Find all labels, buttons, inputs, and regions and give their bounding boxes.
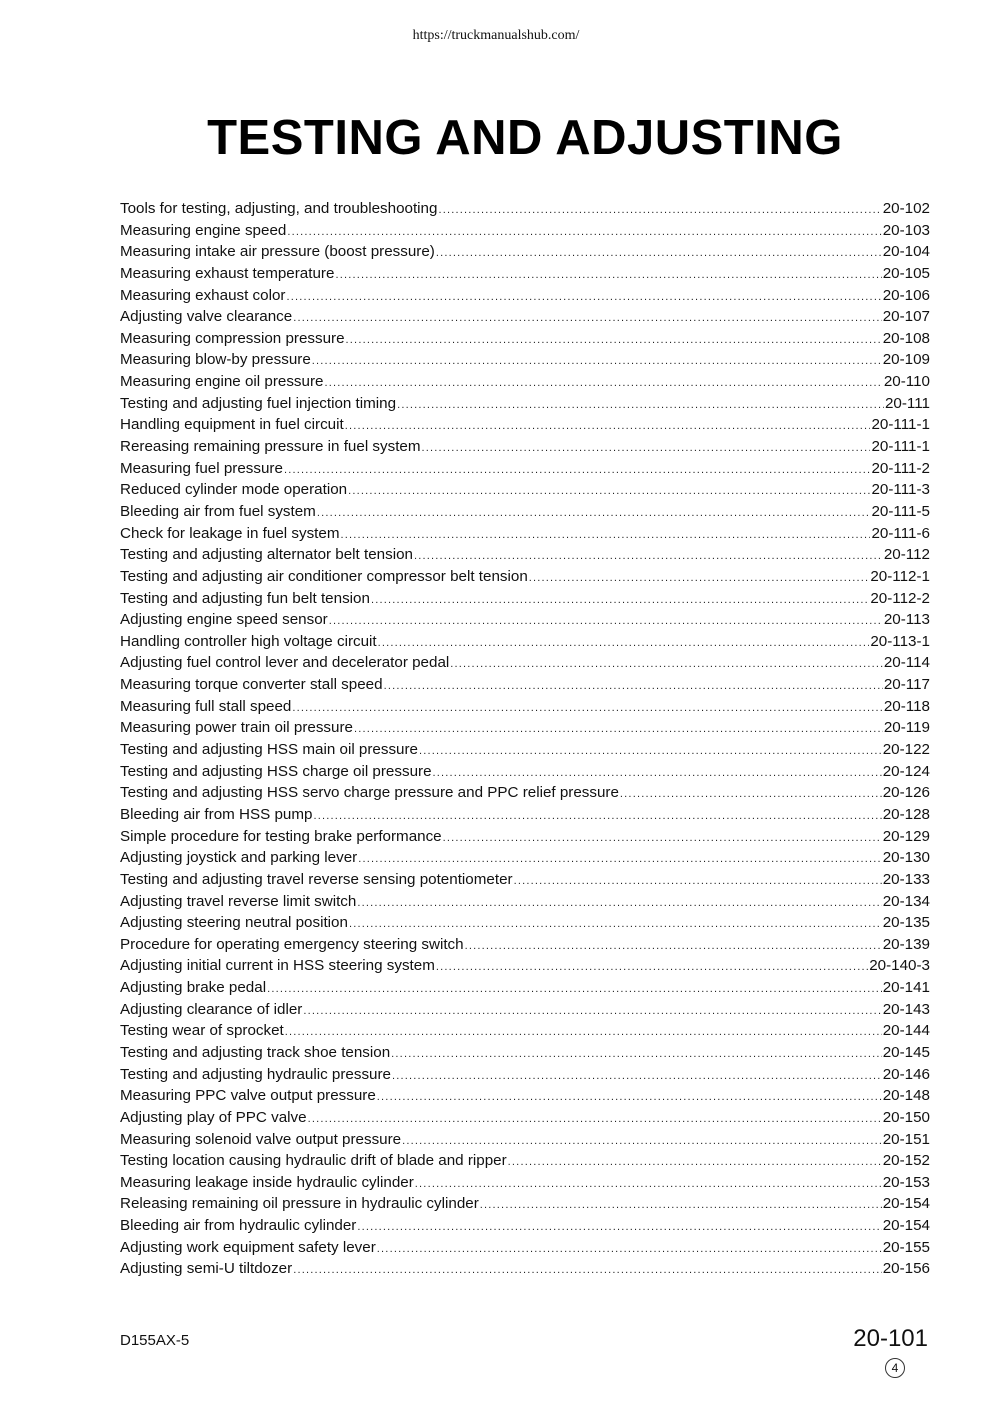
toc-entry-page: 20-111 — [884, 394, 930, 412]
toc-entry-title: Bleeding air from fuel system — [120, 502, 316, 520]
toc-entry[interactable] — [120, 955, 930, 977]
toc-entry-page: 20-122 — [882, 741, 930, 759]
toc-entry-page: 20-141 — [882, 979, 930, 997]
dot-leader — [284, 460, 871, 482]
dot-leader — [384, 676, 883, 698]
toc-entry-title: Measuring solenoid valve output pressure — [120, 1130, 402, 1148]
dot-leader — [357, 1217, 881, 1239]
toc-entry[interactable] — [120, 263, 930, 285]
toc-entry[interactable] — [120, 1258, 930, 1280]
toc-entry[interactable] — [120, 349, 930, 371]
toc-entry[interactable] — [120, 891, 930, 913]
dot-leader — [340, 525, 870, 547]
toc-entry[interactable] — [120, 371, 930, 393]
toc-entry-title: Measuring power train oil pressure — [120, 719, 353, 737]
toc-entry-page: 20-113-1 — [870, 632, 930, 650]
toc-entry-title: Testing and adjusting fuel injection timing — [120, 394, 397, 412]
toc-entry-title: Measuring exhaust color — [120, 286, 286, 304]
toc-entry[interactable] — [120, 198, 930, 220]
dot-leader — [287, 222, 881, 244]
toc-entry-page: 20-111-1 — [871, 438, 930, 456]
toc-entry-title: Adjusting travel reverse limit switch — [120, 892, 357, 910]
toc-entry-page: 20-130 — [882, 849, 930, 867]
toc-entry-page: 20-143 — [882, 1000, 930, 1018]
dot-leader — [285, 1022, 882, 1044]
toc-entry-title: Testing and adjusting hydraulic pressure — [120, 1065, 392, 1083]
toc-entry[interactable] — [120, 717, 930, 739]
toc-entry[interactable] — [120, 847, 930, 869]
toc-entry-title: Measuring leakage inside hydraulic cylinder — [120, 1173, 414, 1191]
model-number: D155AX-5 — [120, 1332, 190, 1349]
toc-entry[interactable] — [120, 1064, 930, 1086]
toc-entry-page: 20-114 — [883, 654, 930, 672]
page-number: 20-101 — [853, 1325, 928, 1352]
dot-leader — [402, 1131, 882, 1153]
toc-entry-page: 20-105 — [882, 264, 930, 282]
toc-entry-title: Handling controller high voltage circuit — [120, 632, 377, 650]
toc-entry[interactable] — [120, 609, 930, 631]
toc-entry-title: Measuring engine oil pressure — [120, 373, 324, 391]
toc-entry-title: Reduced cylinder mode operation — [120, 481, 348, 499]
toc-entry[interactable] — [120, 782, 930, 804]
toc-entry-title: Measuring exhaust temperature — [120, 264, 335, 282]
dot-leader — [293, 308, 881, 330]
toc-entry-title: Testing location causing hydraulic drift of blade and ripper — [120, 1152, 507, 1170]
toc-entry-page: 20-107 — [882, 308, 930, 326]
toc-entry[interactable] — [120, 1237, 930, 1259]
toc-entry-title: Bleeding air from HSS pump — [120, 805, 313, 823]
toc-entry-title: Testing and adjusting HSS charge oil pressure — [120, 762, 432, 780]
dot-leader — [377, 1087, 882, 1109]
toc-entry-page: 20-139 — [882, 935, 930, 953]
dot-leader — [377, 1239, 882, 1261]
dot-leader — [443, 828, 882, 850]
toc-entry-page: 20-106 — [882, 286, 930, 304]
toc-entry[interactable] — [120, 869, 930, 891]
toc-entry-title: Adjusting valve clearance — [120, 308, 293, 326]
toc-entry[interactable] — [120, 1107, 930, 1129]
toc-entry-page: 20-150 — [882, 1108, 930, 1126]
toc-entry-title: Adjusting work equipment safety lever — [120, 1238, 376, 1256]
toc-entry-page: 20-118 — [883, 697, 930, 715]
toc-entry[interactable] — [120, 696, 930, 718]
dot-leader — [438, 200, 881, 222]
dot-leader — [436, 243, 882, 265]
dot-leader — [415, 1174, 882, 1196]
dot-leader — [433, 763, 882, 785]
toc-entry-page: 20-148 — [882, 1087, 930, 1105]
toc-entry-page: 20-154 — [882, 1195, 930, 1213]
toc-entry-page: 20-134 — [882, 892, 930, 910]
toc-entry-title: Testing and adjusting fun belt tension — [120, 589, 370, 607]
dot-leader — [378, 633, 870, 655]
dot-leader — [286, 287, 881, 309]
toc-entry[interactable] — [120, 1085, 930, 1107]
toc-entry-page: 20-144 — [882, 1022, 930, 1040]
toc-entry-page: 20-152 — [882, 1152, 930, 1170]
toc-entry-page: 20-109 — [882, 351, 930, 369]
dot-leader — [293, 1260, 882, 1282]
toc-entry-title: Adjusting steering neutral position — [120, 914, 348, 932]
toc-entry-title: Tools for testing, adjusting, and troubleshooting — [120, 200, 438, 217]
toc-entry-page: 20-146 — [882, 1065, 930, 1083]
toc-entry-page: 20-151 — [882, 1130, 930, 1148]
toc-entry[interactable] — [120, 761, 930, 783]
toc-entry-title: Adjusting clearance of idler — [120, 1000, 303, 1018]
toc-entry-title: Bleeding air from hydraulic cylinder — [120, 1217, 357, 1235]
dot-leader — [357, 893, 881, 915]
toc-entry-page: 20-108 — [882, 329, 930, 347]
source-url[interactable]: https://truckmanualshub.com/ — [412, 28, 580, 43]
toc-entry-title: Simple procedure for testing brake performance — [120, 827, 442, 845]
toc-entry-title: Procedure for operating emergency steering switch — [120, 935, 464, 953]
toc-entry[interactable] — [120, 414, 930, 436]
toc-entry-page: 20-129 — [882, 827, 930, 845]
toc-entry-title: Measuring full stall speed — [120, 697, 292, 715]
toc-entry[interactable] — [120, 523, 930, 545]
toc-entry[interactable] — [120, 241, 930, 263]
toc-entry-page: 20-110 — [883, 373, 930, 391]
dot-leader — [267, 979, 882, 1001]
toc-entry-page: 20-111-3 — [871, 481, 930, 499]
dot-leader — [397, 395, 884, 417]
toc-entry[interactable] — [120, 566, 930, 588]
toc-entry-page: 20-111-5 — [871, 502, 930, 520]
toc-entry-page: 20-128 — [882, 805, 930, 823]
dot-leader — [346, 330, 882, 352]
dot-leader — [348, 481, 870, 503]
page-title: TESTING AND ADJUSTING — [207, 111, 843, 165]
dot-leader — [436, 957, 868, 979]
toc-entry-title: Adjusting brake pedal — [120, 979, 267, 997]
dot-leader — [529, 568, 870, 590]
toc-entry-page: 20-111-2 — [871, 459, 930, 477]
toc-entry-title: Testing and adjusting alternator belt tension — [120, 546, 413, 564]
toc-entry-page: 20-126 — [882, 784, 930, 802]
dot-leader — [514, 871, 882, 893]
toc-entry[interactable] — [120, 544, 930, 566]
toc-entry[interactable] — [120, 501, 930, 523]
toc-entry-title: Testing and adjusting air conditioner compressor belt tension — [120, 567, 528, 585]
toc-entry-title: Measuring intake air pressure (boost pressure) — [120, 243, 435, 261]
toc-entry[interactable] — [120, 999, 930, 1021]
toc-entry-title: Measuring blow-by pressure — [120, 351, 311, 369]
toc-entry-title: Measuring engine speed — [120, 221, 287, 239]
toc-entry-title: Handling equipment in fuel circuit — [120, 416, 344, 434]
dot-leader — [317, 503, 871, 525]
toc-entry-title: Adjusting initial current in HSS steering system — [120, 957, 435, 975]
toc-entry[interactable] — [120, 1215, 930, 1237]
toc-entry-page: 20-133 — [882, 870, 930, 888]
toc-entry-title: Testing and adjusting travel reverse sensing potentiometer — [120, 870, 513, 888]
toc-entry-title: Measuring torque converter stall speed — [120, 676, 383, 694]
dot-leader — [335, 265, 881, 287]
toc-entry[interactable] — [120, 328, 930, 350]
toc-entry-page: 20-154 — [882, 1217, 930, 1235]
toc-entry-page: 20-117 — [883, 676, 930, 694]
toc-entry[interactable] — [120, 1150, 930, 1172]
toc-entry-page: 20-111-6 — [871, 524, 930, 542]
dot-leader — [354, 719, 883, 741]
toc-entry-title: Adjusting play of PPC valve — [120, 1108, 307, 1126]
dot-leader — [313, 806, 881, 828]
toc-entry-title: Adjusting fuel control lever and decelerator pedal — [120, 654, 450, 672]
dot-leader — [345, 416, 871, 438]
toc-entry[interactable] — [120, 306, 930, 328]
dot-leader — [414, 546, 883, 568]
toc-entry-title: Testing wear of sprocket — [120, 1022, 284, 1040]
toc-entry-page: 20-112-1 — [870, 567, 930, 585]
toc-entry-title: Adjusting semi-U tiltdozer — [120, 1260, 293, 1278]
toc-entry-page: 20-119 — [883, 719, 930, 737]
toc-entry-page: 20-140-3 — [869, 957, 930, 975]
dot-leader — [450, 654, 883, 676]
toc-entry-title: Adjusting engine speed sensor — [120, 611, 328, 629]
dot-leader — [480, 1195, 882, 1217]
toc-entry[interactable] — [120, 1020, 930, 1042]
toc-entry-page: 20-112 — [883, 546, 930, 564]
toc-entry-title: Testing and adjusting track shoe tension — [120, 1043, 391, 1061]
toc-entry-page: 20-124 — [882, 762, 930, 780]
toc-entry[interactable] — [120, 739, 930, 761]
toc-entry[interactable] — [120, 285, 930, 307]
toc-entry-title: Check for leakage in fuel system — [120, 524, 340, 542]
toc-entry[interactable] — [120, 393, 930, 415]
toc-entry-title: Testing and adjusting HSS main oil pressure — [120, 741, 419, 759]
toc-entry[interactable] — [120, 631, 930, 653]
toc-entry[interactable] — [120, 934, 930, 956]
toc-entry-title: Measuring compression pressure — [120, 329, 345, 347]
toc-entry[interactable] — [120, 1129, 930, 1151]
toc-entry-page: 20-112-2 — [870, 589, 930, 607]
toc-entry[interactable] — [120, 804, 930, 826]
toc-entry[interactable] — [120, 977, 930, 999]
toc-entry[interactable] — [120, 826, 930, 848]
toc-entry-title: Measuring PPC valve output pressure — [120, 1087, 376, 1105]
dot-leader — [308, 1109, 882, 1131]
toc-entry-page: 20-103 — [882, 221, 930, 239]
dot-leader — [371, 590, 869, 612]
toc-entry-title: Rereasing remaining pressure in fuel system — [120, 438, 421, 456]
dot-leader — [391, 1044, 882, 1066]
toc-entry-title: Testing and adjusting HSS servo charge pressure and PPC relief pressure — [120, 784, 619, 802]
toc-entry[interactable] — [120, 458, 930, 480]
dot-leader — [292, 698, 882, 720]
toc-entry[interactable] — [120, 436, 930, 458]
toc-entry[interactable] — [120, 1193, 930, 1215]
toc-entry-title: Measuring fuel pressure — [120, 459, 283, 477]
toc-entry[interactable] — [120, 912, 930, 934]
dot-leader — [508, 1152, 882, 1174]
toc-entry-page: 20-153 — [882, 1173, 930, 1191]
dot-leader — [620, 784, 882, 806]
dot-leader — [422, 438, 871, 460]
dot-leader — [419, 741, 882, 763]
toc-entry[interactable] — [120, 652, 930, 674]
toc-entry-page: 20-156 — [882, 1260, 930, 1278]
toc-entry-page: 20-135 — [882, 914, 930, 932]
toc-entry[interactable] — [120, 674, 930, 696]
toc-entry-title: Releasing remaining oil pressure in hydraulic cylinder — [120, 1195, 479, 1213]
toc-entry[interactable] — [120, 588, 930, 610]
toc-entry-page: 20-113 — [883, 611, 930, 629]
toc-entry-page: 20-145 — [882, 1043, 930, 1061]
dot-leader — [392, 1066, 882, 1088]
dot-leader — [312, 351, 882, 373]
dot-leader — [349, 914, 882, 936]
dot-leader — [329, 611, 883, 633]
toc-entry-page: 20-155 — [882, 1238, 930, 1256]
toc-entry[interactable] — [120, 1172, 930, 1194]
toc-entry[interactable] — [120, 220, 930, 242]
dot-leader — [324, 373, 882, 395]
dot-leader — [303, 1001, 881, 1023]
toc-entry-page: 20-104 — [882, 243, 930, 261]
table-of-contents — [120, 198, 930, 1280]
toc-entry[interactable] — [120, 479, 930, 501]
dot-leader — [358, 849, 881, 871]
toc-entry-page: 20-102 — [882, 200, 930, 217]
revision-mark: 4 — [885, 1358, 905, 1378]
toc-entry-page: 20-111-1 — [871, 416, 930, 434]
toc-entry[interactable] — [120, 1042, 930, 1064]
toc-entry-title: Adjusting joystick and parking lever — [120, 849, 358, 867]
dot-leader — [465, 936, 882, 958]
